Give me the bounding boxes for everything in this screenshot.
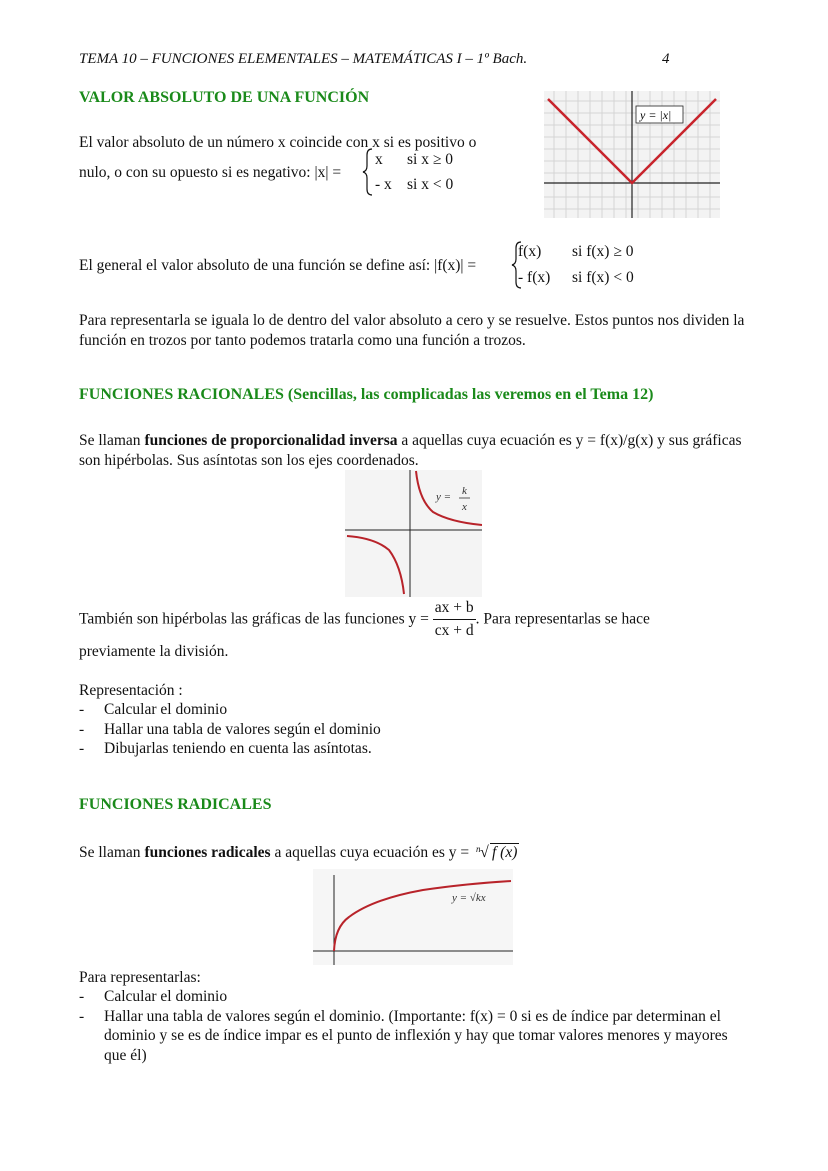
case-condition: si x < 0 xyxy=(407,176,454,193)
graph-label: k xyxy=(462,485,467,497)
paragraph: Se llaman funciones radicales a aquellas cuya ecuación es y = n √ f (x) xyxy=(79,844,518,861)
list-title: Para representarlas: xyxy=(79,969,201,986)
list-item: - Hallar una tabla de valores según el dominio. (Importante: f(x) = 0 si es de índice par determinan el dominio y se es de índice impar es el punto de inflexión y hay que tomar valores menores y mayores que él) xyxy=(79,1007,744,1066)
section-heading-radical: FUNCIONES RADICALES xyxy=(79,796,272,813)
case-condition: si x ≥ 0 xyxy=(407,151,453,168)
case-value: x xyxy=(375,151,383,168)
case-condition: si f(x) < 0 xyxy=(572,269,634,286)
paragraph: El valor absoluto de un número x coincide con x si es positivo o xyxy=(79,134,477,151)
list-item: - Calcular el dominio xyxy=(79,987,744,1007)
paragraph: nulo, o con su opuesto si es negativo: |x| = xyxy=(79,164,342,181)
hyperbola-graph xyxy=(345,470,482,597)
page-number: 4 xyxy=(662,51,670,67)
brace-icon xyxy=(361,146,375,198)
graph-label: y = √kx xyxy=(452,892,486,904)
page-header xyxy=(79,51,679,68)
list-item: - Dibujarlas teniendo en cuenta las asíntotas. xyxy=(79,739,739,759)
graph-label: x xyxy=(462,501,467,513)
steps-list xyxy=(79,987,744,1065)
fraction: $\frac{ax + b}{cx + d}$ xyxy=(434,599,474,639)
graph-label: y = xyxy=(436,491,452,503)
section-heading-absolute-value: VALOR ABSOLUTO DE UNA FUNCIÓN xyxy=(79,89,370,106)
case-condition: si f(x) ≥ 0 xyxy=(572,243,634,260)
bold-term: funciones radicales xyxy=(144,844,271,861)
section-heading-rational: FUNCIONES RACIONALES (Sencillas, las complicadas las veremos en el Tema 12) xyxy=(79,386,654,403)
case-value: - f(x) xyxy=(518,269,551,286)
abs-value-graph xyxy=(544,91,720,218)
list-item: - Calcular el dominio xyxy=(79,700,739,720)
case-value: f(x) xyxy=(518,243,542,260)
list-item: - Hallar una tabla de valores según el dominio xyxy=(79,720,739,740)
graph-label: y = |x| xyxy=(640,108,672,122)
piecewise-abs-fx xyxy=(510,239,650,291)
list-title: Representación : xyxy=(79,682,183,699)
root-graph xyxy=(313,869,513,965)
bold-term: funciones de proporcionalidad inversa xyxy=(144,432,398,449)
paragraph: También son hipérbolas las gráficas de las funciones y = $\frac{ax + b}{cx + d}$ . Para representarlas se hace xyxy=(79,597,650,642)
paragraph: Se llaman funciones de proporcionalidad inversa a aquellas cuya ecuación es y = f(x)/g(x) y sus gráficas son hipérbolas. Sus asíntotas son los ejes coordenados. xyxy=(79,432,742,469)
paragraph: El general el valor absoluto de una función se define así: |f(x)| = xyxy=(79,257,477,274)
case-value: - x xyxy=(375,176,392,193)
paragraph: previamente la división. xyxy=(79,643,229,660)
piecewise-abs-x xyxy=(361,146,471,198)
paragraph: Para representarla se iguala lo de dentro del valor absoluto a cero y se resuelve. Estos puntos nos dividen la función en trozos por tanto podemos tratarla como una función a trozos. xyxy=(79,312,745,349)
header-title: TEMA 10 – FUNCIONES ELEMENTALES – MATEMÁTICAS I – 1º Bach. xyxy=(79,51,528,67)
steps-list xyxy=(79,700,739,759)
nth-root: n √ f (x) xyxy=(476,844,518,861)
